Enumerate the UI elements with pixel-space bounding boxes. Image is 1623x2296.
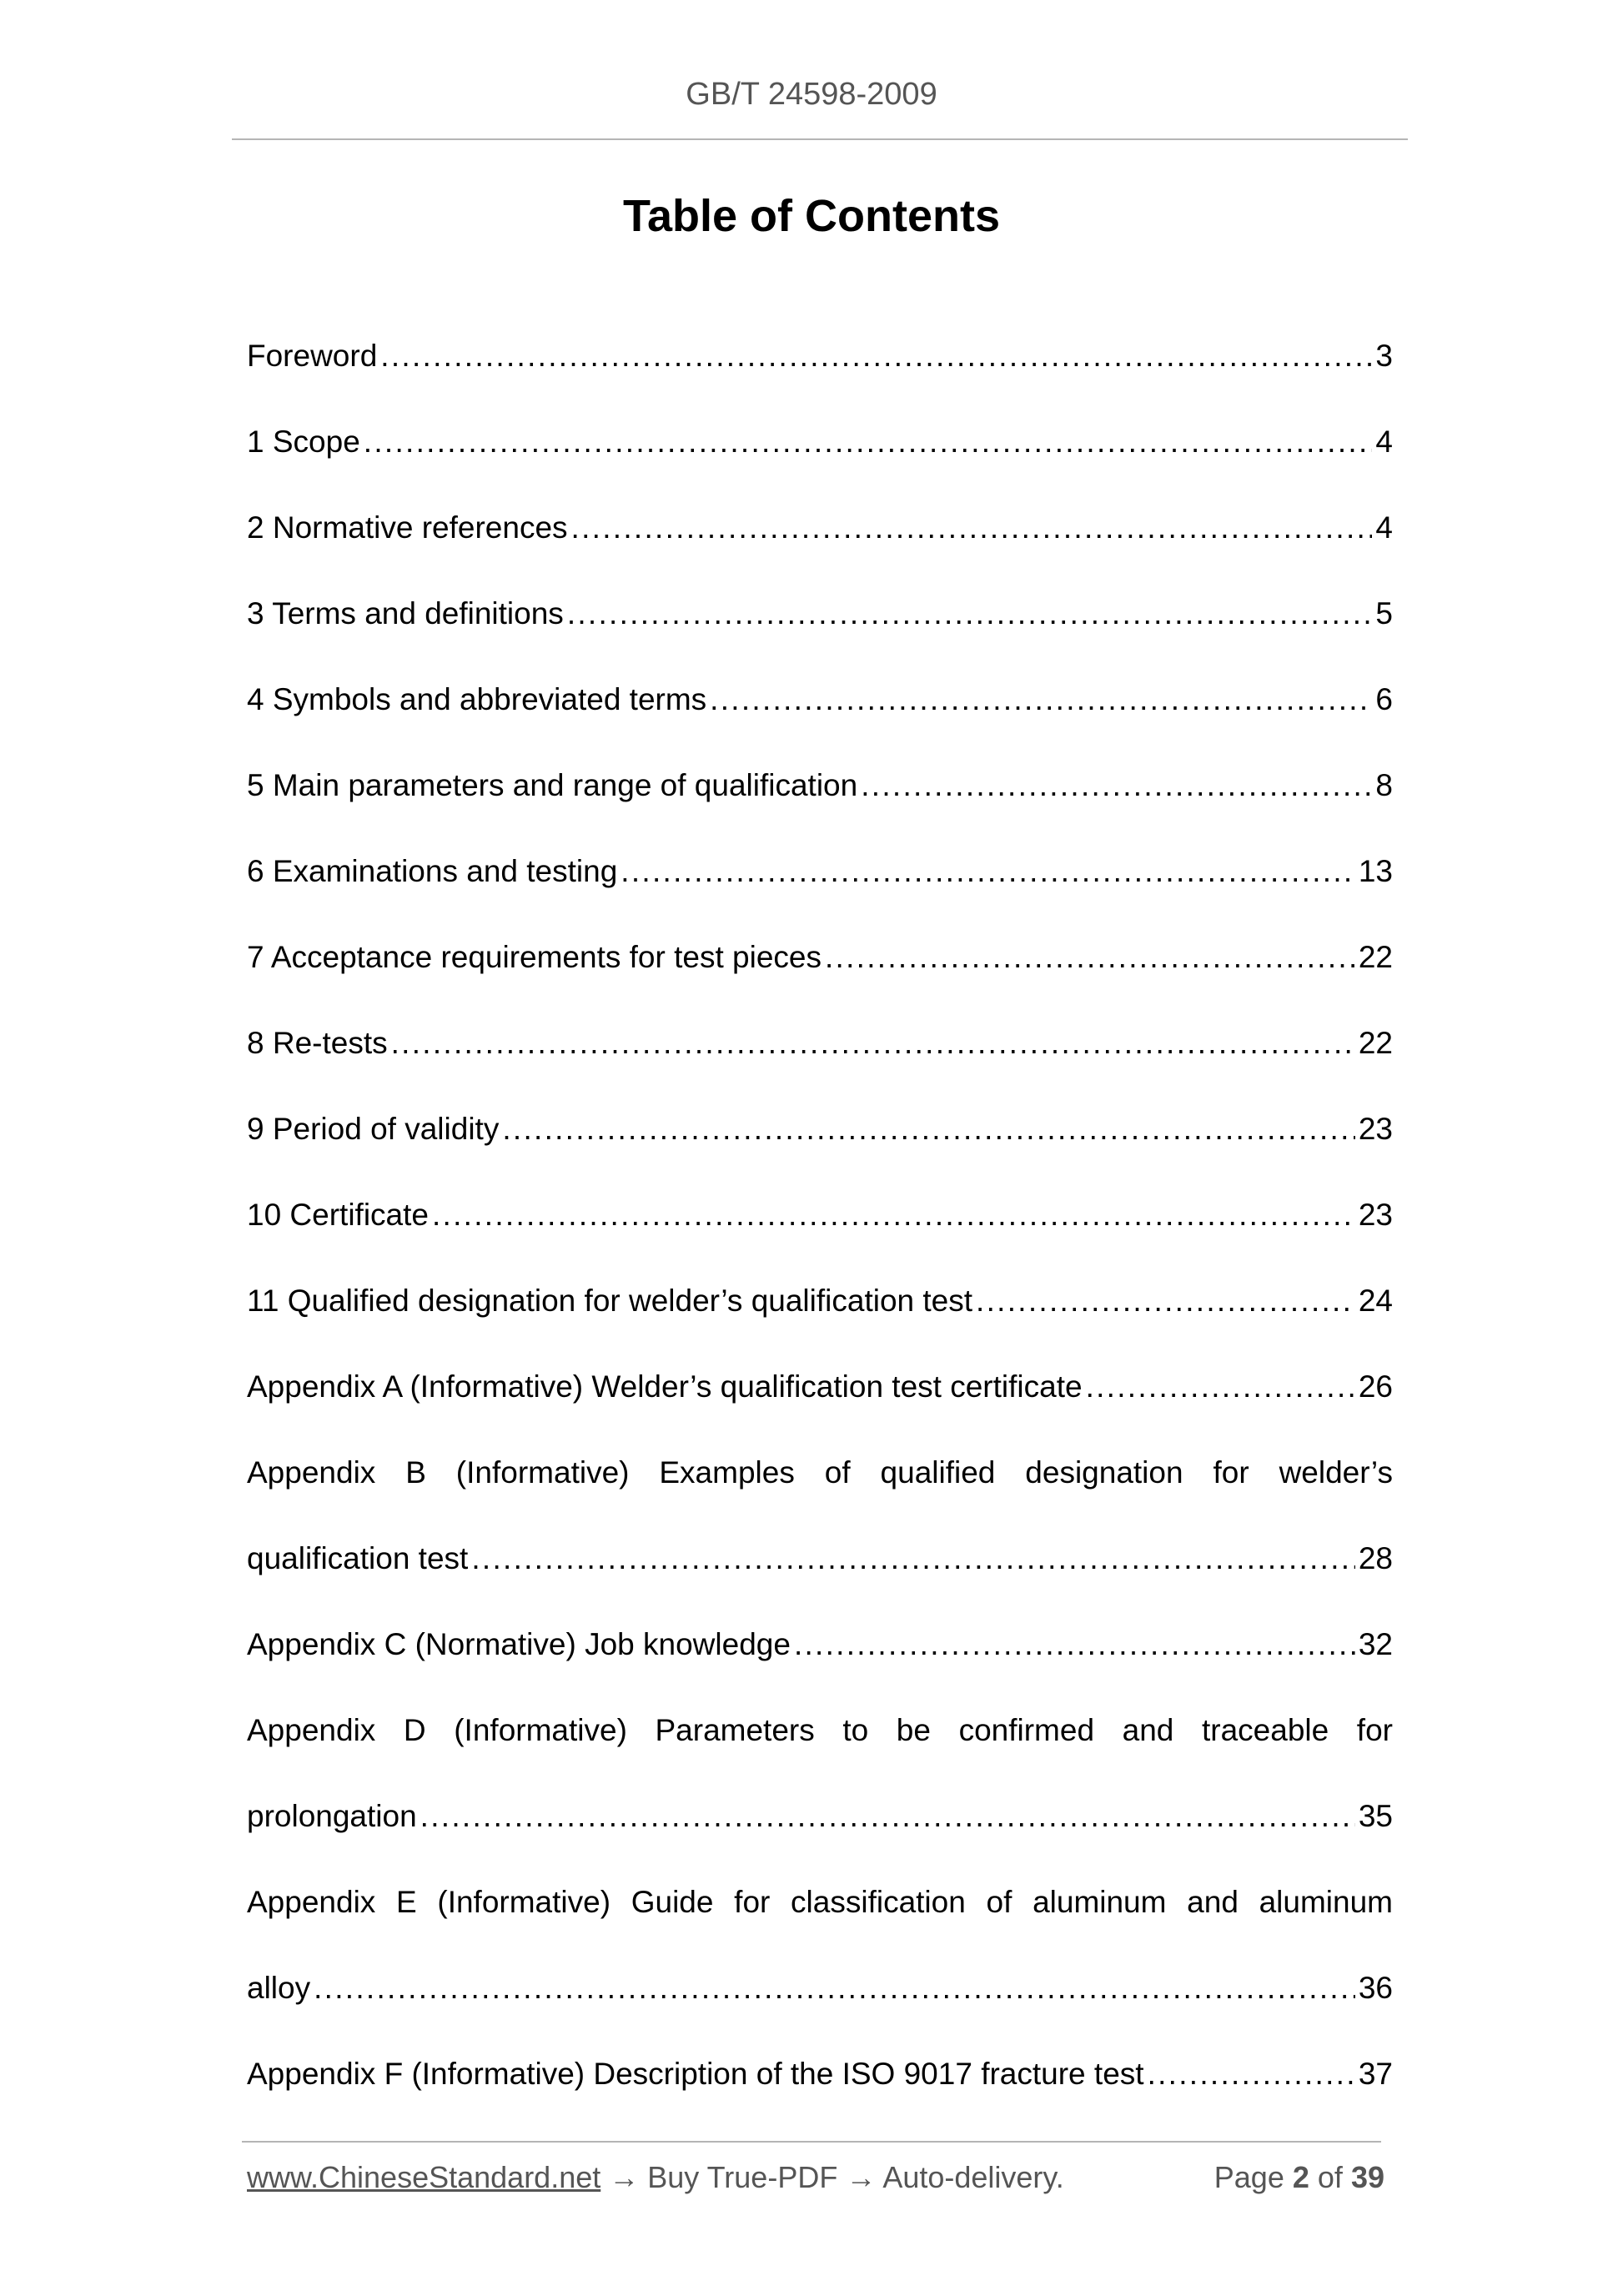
footer-tagline: → Buy True-PDF → Auto-delivery. (600, 2160, 1064, 2194)
toc-entry-page: 24 (1358, 1284, 1393, 1318)
page-prefix: Page (1213, 2160, 1284, 2194)
dot-leader (420, 1773, 1355, 1859)
toc-entry-label: Appendix A (Informative) Welder’s qualification test certificate (247, 1369, 1083, 1404)
toc-entry-label: 7 Acceptance requirements for test pieces (247, 940, 822, 974)
toc-entry[interactable] (247, 1344, 1393, 1429)
toc-entry-line (247, 570, 1393, 656)
toc-entry-label: qualification test (247, 1541, 469, 1575)
toc-entry[interactable] (247, 914, 1393, 1000)
toc-entry-line (247, 1601, 1393, 1687)
dot-leader (861, 742, 1372, 828)
toc-entry-line (247, 742, 1393, 828)
dot-leader (314, 1945, 1355, 2031)
toc-entry-label: 5 Main parameters and range of qualification (247, 768, 858, 802)
footer (247, 2160, 1384, 2202)
toc-entry[interactable] (247, 1687, 1393, 1859)
toc-entry-page: 13 (1358, 854, 1393, 888)
page-of: of (1317, 2160, 1343, 2194)
toc-entry-page: 36 (1358, 1971, 1393, 2005)
dot-leader (567, 570, 1373, 656)
header-divider (232, 138, 1408, 140)
toc-entry-page: 35 (1358, 1799, 1393, 1833)
toc-entry-label: 2 Normative references (247, 510, 568, 545)
toc-entry-page: 5 (1375, 596, 1393, 631)
toc-entry-line (247, 399, 1393, 485)
toc-entry[interactable] (247, 570, 1393, 656)
toc-entry-label: 3 Terms and definitions (247, 596, 564, 631)
toc-entry[interactable] (247, 1172, 1393, 1258)
toc-entry-label: prolongation (247, 1799, 417, 1833)
dot-leader (1148, 2031, 1355, 2117)
table-of-contents (247, 313, 1393, 2117)
toc-entry-page: 4 (1375, 425, 1393, 459)
dot-leader (391, 1000, 1355, 1086)
toc-entry-page: 37 (1358, 2057, 1393, 2091)
toc-entry-line (247, 313, 1393, 399)
dot-leader (471, 1515, 1355, 1601)
toc-entry[interactable] (247, 742, 1393, 828)
current-page-number: 2 (1292, 2160, 1309, 2194)
toc-entry-page: 22 (1358, 1026, 1393, 1060)
toc-entry-line (247, 1515, 1393, 1601)
dot-leader (380, 313, 1372, 399)
footer-left (247, 2160, 1064, 2195)
toc-entry-label: Appendix C (Normative) Job knowledge (247, 1627, 791, 1661)
toc-entry[interactable] (247, 399, 1393, 485)
toc-entry-label: 11 Qualified designation for welder’s qualification test (247, 1284, 973, 1318)
toc-entry-page: 32 (1358, 1627, 1393, 1661)
toc-entry[interactable] (247, 1429, 1393, 1601)
toc-entry-label: Foreword (247, 339, 378, 373)
dot-leader (1086, 1344, 1355, 1429)
toc-entry-line (247, 1945, 1393, 2031)
dot-leader (571, 485, 1373, 570)
toc-entry[interactable] (247, 828, 1393, 914)
total-pages: 39 (1350, 2160, 1384, 2194)
toc-entry-label: 9 Period of validity (247, 1112, 500, 1146)
toc-entry-line (247, 828, 1393, 914)
toc-entry[interactable] (247, 1258, 1393, 1344)
toc-entry-label-line1: Appendix D (Informative) Parameters to be confirmed and traceable for (247, 1713, 1393, 1747)
toc-entry-label: 8 Re-tests (247, 1026, 388, 1060)
toc-entry-page: 26 (1358, 1369, 1393, 1404)
toc-entry[interactable] (247, 1000, 1393, 1086)
dot-leader (825, 914, 1355, 1000)
toc-entry[interactable] (247, 1859, 1393, 2031)
header-doc-id: GB/T 24598-2009 (686, 77, 937, 112)
toc-entry-page: 6 (1375, 682, 1393, 716)
toc-entry[interactable] (247, 313, 1393, 399)
toc-entry[interactable] (247, 1601, 1393, 1687)
toc-entry-label: Appendix F (Informative) Description of the ISO 9017 fracture test (247, 2057, 1144, 2091)
toc-entry-label-line1: Appendix E (Informative) Guide for classification of aluminum and aluminum (247, 1885, 1393, 1919)
toc-entry-line (247, 1773, 1393, 1859)
dot-leader (710, 656, 1372, 742)
toc-entry-page: 23 (1358, 1198, 1393, 1232)
toc-entry[interactable] (247, 2031, 1393, 2117)
toc-entry-label: 6 Examinations and testing (247, 854, 618, 888)
toc-entry-line (247, 2031, 1393, 2117)
dot-leader (364, 399, 1373, 485)
toc-entry-label: 4 Symbols and abbreviated terms (247, 682, 707, 716)
toc-entry-page: 4 (1375, 510, 1393, 545)
toc-entry-line (247, 485, 1393, 570)
page-title: Table of Contents (623, 191, 1000, 241)
toc-entry[interactable] (247, 1086, 1393, 1172)
toc-entry-line (247, 1086, 1393, 1172)
toc-entry-label: 1 Scope (247, 425, 360, 459)
toc-entry-label: alloy (247, 1971, 311, 2005)
toc-entry-page: 8 (1375, 768, 1393, 802)
toc-entry[interactable] (247, 485, 1393, 570)
toc-entry-line (247, 1258, 1393, 1344)
toc-entry-page: 23 (1358, 1112, 1393, 1146)
dot-leader (794, 1601, 1355, 1687)
toc-entry-page: 3 (1375, 339, 1393, 373)
toc-entry-label-line1: Appendix B (Informative) Examples of qualified designation for welder’s (247, 1455, 1393, 1490)
dot-leader (976, 1258, 1355, 1344)
footer-divider (242, 2141, 1381, 2143)
toc-entry-line (247, 656, 1393, 742)
toc-entry-line (247, 1344, 1393, 1429)
page-counter (1214, 2160, 1384, 2195)
toc-entry[interactable] (247, 656, 1393, 742)
toc-entry-label: 10 Certificate (247, 1198, 429, 1232)
toc-entry-page: 28 (1358, 1541, 1393, 1575)
toc-entry-line (247, 1000, 1393, 1086)
toc-entry-line (247, 1172, 1393, 1258)
dot-leader (621, 828, 1355, 914)
toc-entry-line (247, 914, 1393, 1000)
dot-leader (432, 1172, 1355, 1258)
dot-leader (502, 1086, 1355, 1172)
toc-entry-page: 22 (1358, 940, 1393, 974)
website-link[interactable]: www.ChineseStandard.net (247, 2160, 601, 2194)
